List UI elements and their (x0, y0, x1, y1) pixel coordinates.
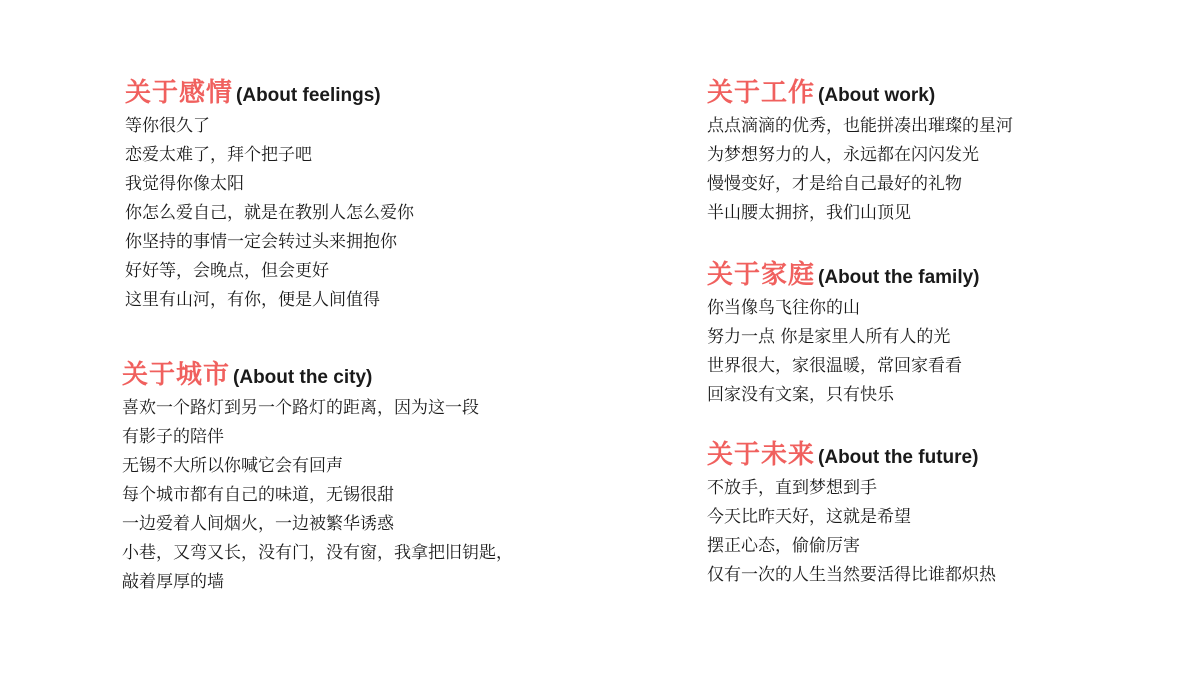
section-feelings (125, 72, 414, 315)
text-line: 你坚持的事情一定会转过头来拥抱你 (125, 232, 397, 252)
line-list-work (707, 112, 1013, 228)
text-line: 无锡不大所以你喊它会有回声 (122, 456, 343, 476)
heading-zh: 关于城市 (122, 360, 231, 390)
heading-zh: 关于工作 (707, 78, 816, 108)
text-line: 为梦想努力的人，永远都在闪闪发光 (707, 145, 979, 165)
text-line: 恋爱太难了，拜个把子吧 (125, 145, 312, 165)
line-list-feelings (125, 112, 414, 315)
section-city (122, 354, 513, 597)
heading-zh: 关于家庭 (707, 260, 816, 290)
heading-en: (About the family) (818, 267, 980, 288)
line-list-family (707, 294, 980, 410)
heading-zh: 关于感情 (125, 78, 234, 108)
heading-en: (About the future) (818, 447, 979, 468)
section-family (707, 254, 980, 410)
text-line: 仅有一次的人生当然要活得比谁都炽热 (707, 565, 996, 585)
section-work (707, 72, 1013, 228)
text-line: 回家没有文案，只有快乐 (707, 385, 894, 405)
text-line: 有影子的陪伴 (122, 427, 224, 447)
section-heading-work (707, 72, 1013, 112)
text-line: 等你很久了 (125, 116, 210, 136)
text-line: 努力一点 你是家里人所有人的光 (707, 327, 951, 347)
text-line: 摆正心态，偷偷厉害 (707, 536, 860, 556)
section-heading-family (707, 254, 980, 294)
heading-zh: 关于未来 (707, 440, 816, 470)
text-line: 世界很大，家很温暖，常回家看看 (707, 356, 962, 376)
text-line: 我觉得你像太阳 (125, 174, 244, 194)
text-line: 这里有山河，有你，便是人间值得 (125, 290, 380, 310)
text-line: 今天比昨天好，这就是希望 (707, 507, 911, 527)
text-line: 一边爱着人间烟火，一边被繁华诱惑 (122, 514, 394, 534)
section-future (707, 434, 996, 590)
text-line: 喜欢一个路灯到另一个路灯的距离，因为这一段 (122, 398, 479, 418)
text-line: 每个城市都有自己的味道，无锡很甜 (122, 485, 394, 505)
heading-en: (About the city) (233, 367, 373, 388)
text-line: 不放手，直到梦想到手 (707, 478, 877, 498)
text-line: 好好等，会晚点，但会更好 (125, 261, 329, 281)
line-list-future (707, 474, 996, 590)
text-line: 慢慢变好，才是给自己最好的礼物 (707, 174, 962, 194)
section-heading-feelings (125, 72, 414, 112)
heading-en: (About work) (818, 85, 936, 106)
text-line: 你当像鸟飞往你的山 (707, 298, 860, 318)
text-line: 点点滴滴的优秀，也能拼凑出璀璨的星河 (707, 116, 1013, 136)
text-line: 敲着厚厚的墙 (122, 572, 224, 592)
section-heading-future (707, 434, 996, 474)
text-line: 小巷，又弯又长，没有门，没有窗，我拿把旧钥匙， (122, 543, 513, 563)
text-line: 半山腰太拥挤，我们山顶见 (707, 203, 911, 223)
text-line: 你怎么爱自己，就是在教别人怎么爱你 (125, 203, 414, 223)
line-list-city (122, 394, 513, 597)
section-heading-city (122, 354, 513, 394)
heading-en: (About feelings) (236, 85, 381, 106)
